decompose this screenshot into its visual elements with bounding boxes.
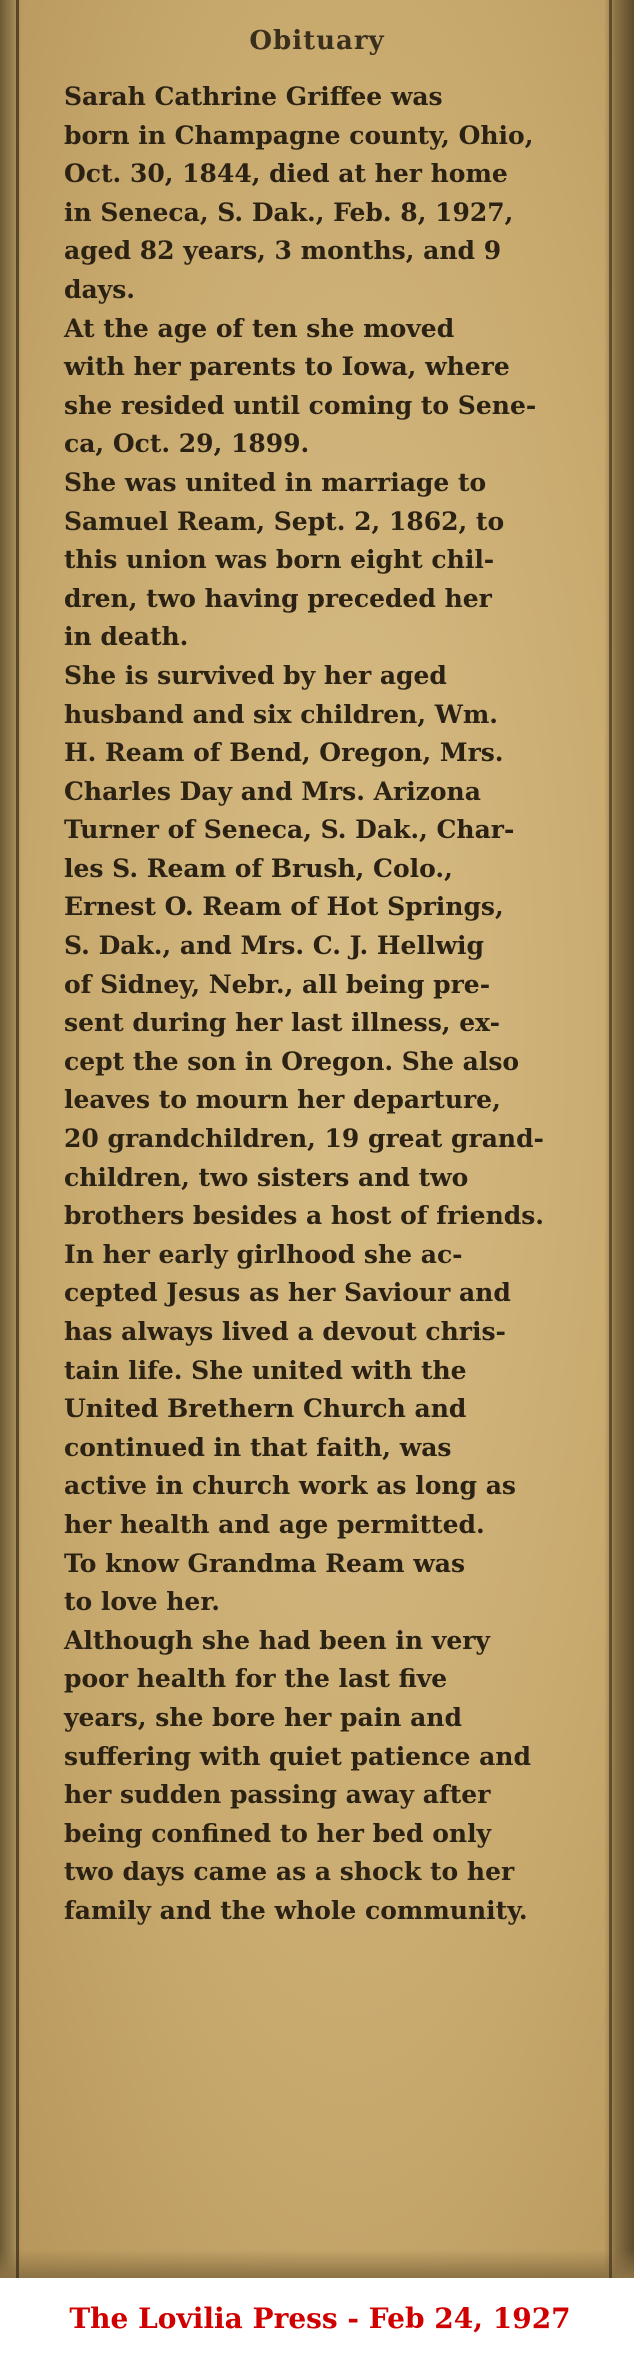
text-line: ca, Oct. 29, 1899. (64, 429, 310, 459)
text-line: Turner of Seneca, S. Dak., Char- (64, 815, 515, 845)
text-line: her sudden passing away after (64, 1780, 491, 1810)
obituary-paragraph (28, 1545, 610, 1622)
obituary-paragraph (28, 657, 610, 1236)
text-line: family and the whole community. (64, 1895, 528, 1925)
text-line: she resided until coming to Sene- (64, 390, 537, 420)
obituary-text (28, 78, 610, 1931)
text-line: In her early girlhood she ac- (64, 1239, 463, 1269)
text-line: poor health for the last five (64, 1664, 448, 1694)
text-line: aged 82 years, 3 months, and 9 (64, 236, 502, 266)
text-line: to love her. (64, 1587, 220, 1617)
text-line: cepted Jesus as her Saviour and (64, 1278, 511, 1308)
text-line: United Brethern Church and (64, 1394, 467, 1424)
text-line: in Seneca, S. Dak., Feb. 8, 1927, (64, 197, 514, 227)
text-line: Sarah Cathrine Griffee was (64, 82, 443, 111)
obituary-paragraph (28, 1236, 610, 1545)
text-line: les S. Ream of Brush, Colo., (64, 853, 453, 883)
text-line: children, two sisters and two (64, 1162, 469, 1192)
text-line: 20 grandchildren, 19 great grand- (64, 1124, 544, 1154)
text-line: To know Grandma Ream was (64, 1548, 466, 1578)
text-line: H. Ream of Bend, Oregon, Mrs. (64, 738, 504, 768)
text-line: of Sidney, Nebr., all being pre- (64, 969, 491, 999)
text-line: At the age of ten she moved (64, 313, 455, 343)
text-line: born in Champagne county, Ohio, (64, 120, 534, 150)
text-line: Although she had been in very (64, 1625, 490, 1655)
text-line: Charles Day and Mrs. Arizona (64, 776, 481, 806)
text-line: husband and six children, Wm. (64, 699, 498, 729)
obituary-paragraph (28, 464, 610, 657)
text-line: being confined to her bed only (64, 1818, 492, 1848)
obituary-paragraph (28, 310, 610, 464)
obituary-paragraph (28, 78, 610, 310)
text-line: She is survived by her aged (64, 660, 447, 690)
text-line: with her parents to Iowa, where (64, 352, 510, 382)
text-line: in death. (64, 622, 189, 652)
obituary-heading: Obituary (249, 26, 385, 56)
text-line: tain life. She united with the (64, 1355, 467, 1385)
text-line: years, she bore her pain and (64, 1702, 462, 1732)
obituary-paragraph (28, 1622, 610, 1931)
text-line: She was united in marriage to (64, 467, 487, 497)
text-line: days. (64, 274, 135, 304)
column-rule-left (16, 0, 19, 2278)
text-line: her health and age permitted. (64, 1509, 485, 1539)
text-line: brothers besides a host of friends. (64, 1201, 545, 1231)
text-line: leaves to mourn her departure, (64, 1085, 501, 1115)
text-line: suffering with quiet patience and (64, 1741, 531, 1771)
clipping-bottom-edge (0, 2250, 634, 2278)
text-line: Ernest O. Ream of Hot Springs, (64, 892, 504, 922)
text-line: Samuel Ream, Sept. 2, 1862, to (64, 506, 505, 536)
text-line: has always lived a devout chris- (64, 1317, 506, 1346)
text-line: two days came as a shock to her (64, 1857, 515, 1887)
text-line: Oct. 30, 1844, died at her home (64, 159, 508, 189)
text-line: S. Dak., and Mrs. C. J. Hellwig (64, 931, 484, 961)
text-line: cept the son in Oregon. She also (64, 1046, 520, 1076)
text-line: dren, two having preceded her (64, 583, 492, 613)
text-line: sent during her last illness, ex- (64, 1008, 500, 1038)
text-line: this union was born eight chil- (64, 545, 495, 575)
text-line: continued in that faith, was (64, 1432, 452, 1462)
text-line: active in church work as long as (64, 1471, 517, 1501)
source-caption: The Lovilia Press - Feb 24, 1927 (69, 2302, 571, 2335)
